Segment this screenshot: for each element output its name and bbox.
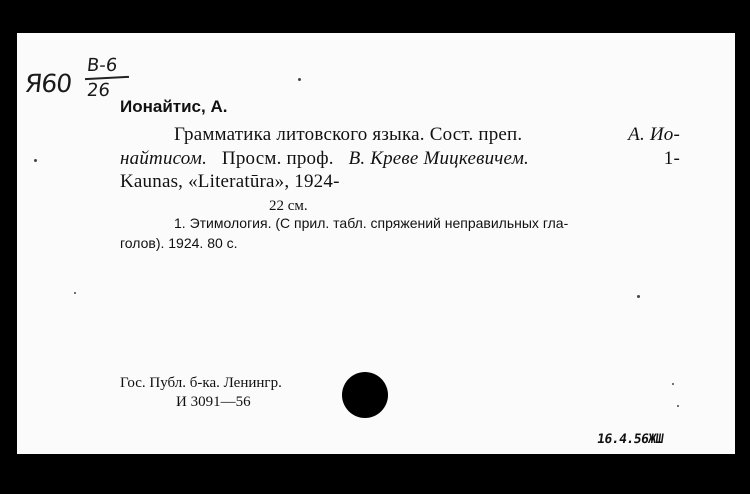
title-line-2-italic-compiler: найтисом.: [120, 148, 208, 169]
speck: [677, 405, 679, 407]
contents-note-line-2: голов). 1924. 80 с.: [120, 235, 238, 251]
speck: [672, 383, 674, 385]
handwritten-date: 16.4.56ЖШ: [595, 432, 665, 447]
title-line-1: [174, 124, 680, 146]
title-line-2-italic-editor: В. Креве Мицкевичем.: [348, 148, 529, 169]
shelfmark-numerator: В-6: [85, 55, 119, 76]
title-line-2-text: Просм. проф.: [221, 148, 334, 169]
contents-note-line-1: 1. Этимология. (С прил. табл. спряжений неправильных гла-: [174, 215, 569, 231]
library-stamp-line-1: Гос. Публ. б-ка. Ленингр.: [120, 375, 282, 391]
punch-hole: [342, 372, 388, 418]
imprint-line: Kaunas, «Literatūra», 1924-: [120, 171, 340, 192]
title-line-2: [120, 148, 680, 170]
catalog-card: [17, 33, 735, 454]
size-note: 22 см.: [269, 198, 308, 214]
speck: [637, 295, 640, 298]
library-stamp-line-2: И 3091—56: [176, 394, 251, 410]
title-line-1-italic: А. Ио-: [628, 124, 680, 145]
shelfmark-fraction: [87, 55, 129, 101]
shelfmark-main: Я60: [23, 69, 73, 98]
speck: [298, 78, 301, 81]
title-line-1-text: Грамматика литовского языка. Сост. преп.: [174, 124, 523, 145]
speck: [74, 292, 76, 294]
title-line-2-end: 1-: [663, 148, 680, 169]
author-heading: Ионайтис, А.: [120, 97, 228, 116]
speck: [34, 159, 37, 162]
shelfmark-denominator: 26: [85, 80, 112, 101]
